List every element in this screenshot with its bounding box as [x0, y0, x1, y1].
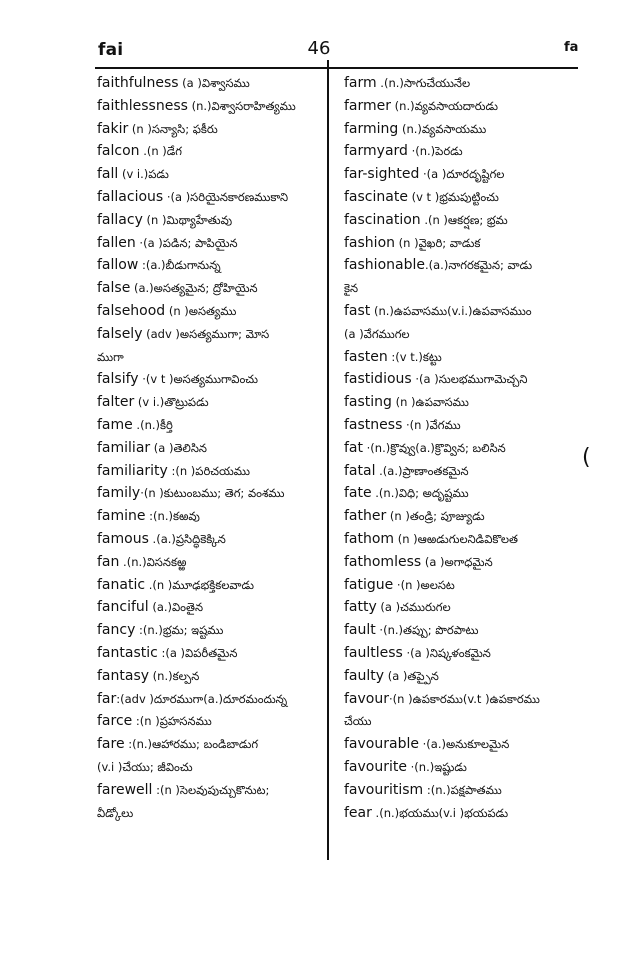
definition: (n )ఉపవాసము	[391, 395, 469, 410]
dictionary-entry	[97, 118, 327, 141]
dictionary-entry	[97, 619, 327, 642]
definition: ·(a )నిష్కళంకమైన	[402, 645, 491, 660]
dictionary-entry	[97, 391, 327, 414]
headword: fate	[344, 485, 372, 502]
definition: .(n )ఆకర్షణ; భ్రమ	[420, 212, 508, 227]
definition: (a )తప్పైన	[384, 668, 439, 683]
headword: fascinate	[344, 188, 408, 205]
definition: :(n.)పక్షపాతము	[423, 782, 502, 797]
definition: వీడ్కోలు	[97, 805, 134, 820]
headword: fatty	[344, 599, 377, 616]
dictionary-entry	[97, 414, 327, 437]
headword: fault	[344, 622, 376, 639]
margin-mark: (	[582, 445, 591, 470]
dictionary-entry	[344, 710, 576, 733]
dictionary-entry	[344, 437, 576, 460]
dictionary-entry	[344, 688, 576, 711]
definition: (n )అసత్యము	[165, 303, 237, 318]
headword: fat	[344, 439, 363, 456]
definition: (n )మిథ్యాహేతువు	[142, 212, 233, 227]
headword: false	[97, 280, 131, 297]
dictionary-entry	[97, 346, 327, 369]
headword: faultless	[344, 644, 403, 661]
headword: famine	[97, 508, 146, 525]
headword: fear	[344, 804, 372, 821]
definition: .(a.)నాగరకమైన; వాడు	[424, 258, 533, 273]
dictionary-entry	[344, 300, 576, 323]
dictionary-entry	[97, 642, 327, 665]
headword: fathom	[344, 530, 395, 547]
headword: falsely	[97, 325, 143, 342]
definition: ·(n )ఉపకారము(v.t )ఉపకారము	[389, 691, 540, 706]
definition: (n )సన్యాసి; ఫకీరు	[128, 121, 218, 136]
dictionary-entry	[97, 95, 327, 118]
dictionary-entry	[344, 118, 576, 141]
dictionary-entry	[97, 72, 327, 95]
dictionary-entry	[344, 254, 576, 277]
dictionary-entry	[344, 756, 576, 779]
definition: :(a )విపరీతమైన	[157, 645, 238, 660]
definition: .(n )మూఢభక్తికలవాడు	[145, 577, 254, 592]
definition: (n.)ఉపవాసము(v.i.)ఉపవాసముం	[370, 303, 532, 318]
dictionary-entry	[344, 368, 576, 391]
dictionary-entry	[344, 733, 576, 756]
definition: :(n.)భ్రమ; ఇష్టము	[135, 623, 224, 638]
dictionary-entry	[97, 437, 327, 460]
column-divider	[327, 60, 329, 860]
definition: చేయు	[344, 714, 372, 729]
dictionary-entry	[344, 186, 576, 209]
headword: fasting	[344, 394, 392, 411]
definition: (a )అగాధమైన	[421, 554, 493, 569]
dictionary-entry	[344, 596, 576, 619]
dictionary-entry	[97, 733, 327, 756]
headword: famous	[97, 530, 149, 547]
dictionary-entry	[344, 779, 576, 802]
edge-mark: fa	[564, 40, 579, 55]
dictionary-entry	[344, 391, 576, 414]
dictionary-entry	[97, 779, 327, 802]
definition: ·(n.)ఇష్టుడు	[406, 759, 467, 774]
dictionary-entry	[344, 277, 576, 300]
dictionary-entry	[97, 596, 327, 619]
definition: ·(n )వేగము	[402, 417, 461, 432]
definition: (n )ఆఱడుగులనిడివికొలత	[394, 531, 518, 546]
definition: .(n.)విధి; అదృష్టము	[371, 486, 469, 501]
headword: fare	[97, 736, 125, 753]
headword: fantastic	[97, 644, 158, 661]
dictionary-entry	[97, 482, 327, 505]
headword: far-sighted	[344, 166, 420, 183]
dictionary-entry	[97, 756, 327, 779]
definition: (a.)వింతైన	[148, 600, 204, 615]
definition: కైన	[344, 281, 359, 296]
headword: falcon	[97, 143, 140, 160]
headword: favourable	[344, 736, 419, 753]
definition: :(adv )దూరముగా(a.)దూరమందున్న	[116, 691, 288, 706]
headword: fan	[97, 553, 120, 570]
dictionary-entry	[344, 619, 576, 642]
definition: ·(n.)పెరడు	[407, 144, 463, 159]
dictionary-entry	[97, 140, 327, 163]
right-column	[344, 72, 576, 824]
definition: :(n.)కఱవు	[145, 509, 200, 524]
dictionary-entry	[344, 346, 576, 369]
headword: faulty	[344, 667, 385, 684]
definition: ముగా	[97, 349, 124, 364]
headword: favour	[344, 690, 389, 707]
headword: favouritism	[344, 781, 424, 798]
definition: .(a.)ప్రసిద్ధికెక్కిన	[148, 531, 226, 546]
definition: (n )తండ్రి; పూజ్యుడు	[386, 509, 485, 524]
headword: fallacious	[97, 188, 164, 205]
guide-word: fai	[98, 40, 124, 60]
definition: (a )వేగముగల	[344, 326, 410, 341]
dictionary-entry	[344, 551, 576, 574]
dictionary-entry	[97, 688, 327, 711]
headword: farewell	[97, 781, 153, 798]
definition: (n.)కల్పన	[149, 668, 200, 683]
headword: faithfulness	[97, 75, 179, 91]
definition: .(n.)సాగుచేయునేల	[376, 76, 471, 90]
headword: fascination	[344, 211, 421, 228]
definition: (n.)వ్యవసాయము	[398, 121, 487, 136]
headword: fashion	[344, 234, 396, 251]
headword: fasten	[344, 348, 388, 365]
dictionary-entry	[97, 254, 327, 277]
headword: fashionable	[344, 257, 425, 274]
headword: fatal	[344, 462, 376, 479]
definition: (a )చమురుగల	[376, 600, 451, 615]
left-column	[97, 72, 327, 824]
headword: falsehood	[97, 302, 166, 319]
headword: familiar	[97, 439, 151, 456]
dictionary-entry	[97, 551, 327, 574]
definition: (a.)అసత్యమైన; ద్రోహియైన	[130, 281, 258, 296]
definition: ·(a )సరియైనకారణముకాని	[163, 189, 289, 204]
dictionary-entry	[344, 95, 576, 118]
headword: falter	[97, 394, 135, 411]
page-number: 46	[307, 38, 331, 59]
dictionary-entry	[344, 528, 576, 551]
headword: farm	[344, 75, 377, 91]
dictionary-entry	[344, 414, 576, 437]
definition: :(v t.)కట్టు	[387, 349, 442, 364]
headword: fanatic	[97, 576, 146, 593]
definition: (adv )అసత్యముగా; మోస	[142, 326, 270, 341]
headword: fancy	[97, 622, 136, 639]
dictionary-entry	[97, 710, 327, 733]
dictionary-entry	[344, 482, 576, 505]
dictionary-entry	[97, 802, 327, 825]
dictionary-entry	[97, 460, 327, 483]
definition: .(n.)భయము(v.i )భయపడు	[371, 805, 509, 820]
definition: ·(n )అలసట	[393, 577, 455, 592]
dictionary-entry	[344, 505, 576, 528]
definition: (v i.)తొట్రుపడు	[134, 395, 209, 410]
dictionary-entry	[344, 209, 576, 232]
definition: ·(n )కుటుంబము; తెగ; వంశము	[140, 486, 285, 501]
definition: (v i.)పడు	[118, 167, 169, 182]
header-rule	[95, 67, 578, 69]
headword: farce	[97, 713, 133, 730]
dictionary-entry	[97, 323, 327, 346]
definition: .(n.)కీర్తి	[132, 417, 173, 432]
headword: fame	[97, 416, 133, 433]
dictionary-entry	[344, 72, 576, 95]
definition: ·(a )సులభముగామెచ్చని	[411, 372, 528, 387]
definition: :(n )సెలవుపుచ్చుకొనుట;	[152, 782, 270, 797]
dictionary-entry	[344, 140, 576, 163]
definition: :(n.)ఆహారము; బండిబాడుగ	[124, 737, 259, 752]
headword: farmyard	[344, 143, 408, 160]
definition: ·(n.)తప్పు; పొరపాటు	[375, 623, 479, 638]
headword: fallow	[97, 257, 139, 274]
dictionary-entry	[97, 528, 327, 551]
definition: ·(v t )అసత్యముగావించు	[138, 372, 259, 387]
definition: ·(a.)అనుకూలమైన	[418, 737, 510, 752]
dictionary-entry	[344, 323, 576, 346]
headword: fallen	[97, 234, 136, 251]
definition: :(a.)బీడుగానున్న	[138, 258, 221, 273]
dictionary-entry	[97, 277, 327, 300]
definition: (n.)వ్యవసాయదారుడు	[391, 98, 498, 113]
headword: falsify	[97, 371, 139, 388]
headword: far	[97, 690, 117, 707]
dictionary-entry	[97, 665, 327, 688]
dictionary-entry	[344, 163, 576, 186]
headword: farming	[344, 120, 399, 137]
headword: fantasy	[97, 667, 150, 684]
definition: .(n.)విసనకఱ్ఱ	[119, 554, 187, 569]
dictionary-entry	[344, 802, 576, 825]
dictionary-entry	[344, 232, 576, 255]
headword: fanciful	[97, 599, 149, 616]
dictionary-entry	[97, 232, 327, 255]
definition: .(a.)ప్రాణాంతకమైన	[375, 463, 469, 478]
definition: (v.i )చేయు; జీవించు	[97, 759, 193, 774]
definition: ·(a )పడిన; పాపియైన	[135, 235, 238, 250]
definition: (n.)విశ్వాసరాహిత్యము	[187, 98, 296, 113]
definition: (a )విశ్వాసము	[178, 76, 250, 90]
headword: fastidious	[344, 371, 412, 388]
definition: ·(a )దూరదృష్టిగల	[419, 167, 505, 182]
definition: ·(n.)క్రొవ్వు(a.)క్రొవ్విన; బలిసిన	[363, 440, 506, 455]
dictionary-entry	[97, 209, 327, 232]
headword: fast	[344, 302, 371, 319]
headword: fastness	[344, 416, 403, 433]
headword: fatigue	[344, 576, 394, 593]
headword: familiarity	[97, 462, 168, 479]
headword: family	[97, 485, 141, 502]
dictionary-entry	[344, 642, 576, 665]
definition: :(n )పరిచయము	[167, 463, 250, 478]
headword: fallacy	[97, 211, 143, 228]
definition: .(n )డేగ	[139, 144, 182, 159]
dictionary-entry	[97, 574, 327, 597]
definition: :(n )ప్రహసనము	[132, 714, 212, 729]
headword: fall	[97, 166, 119, 183]
headword: fakir	[97, 120, 129, 137]
definition: (n )వైఖరి; వాడుక	[395, 235, 481, 250]
dictionary-entry	[97, 300, 327, 323]
dictionary-entry	[344, 574, 576, 597]
dictionary-entry	[344, 460, 576, 483]
definition: (v t )భ్రమపుట్టించు	[407, 189, 499, 204]
dictionary-entry	[97, 163, 327, 186]
headword: fathomless	[344, 553, 422, 570]
headword: father	[344, 508, 387, 525]
headword: farmer	[344, 97, 392, 114]
dictionary-entry	[97, 186, 327, 209]
dictionary-entry	[97, 505, 327, 528]
dictionary-entry	[344, 665, 576, 688]
headword: faithlessness	[97, 97, 188, 114]
headword: favourite	[344, 758, 407, 775]
definition: (a )తెలిసిన	[150, 440, 208, 455]
dictionary-entry	[97, 368, 327, 391]
